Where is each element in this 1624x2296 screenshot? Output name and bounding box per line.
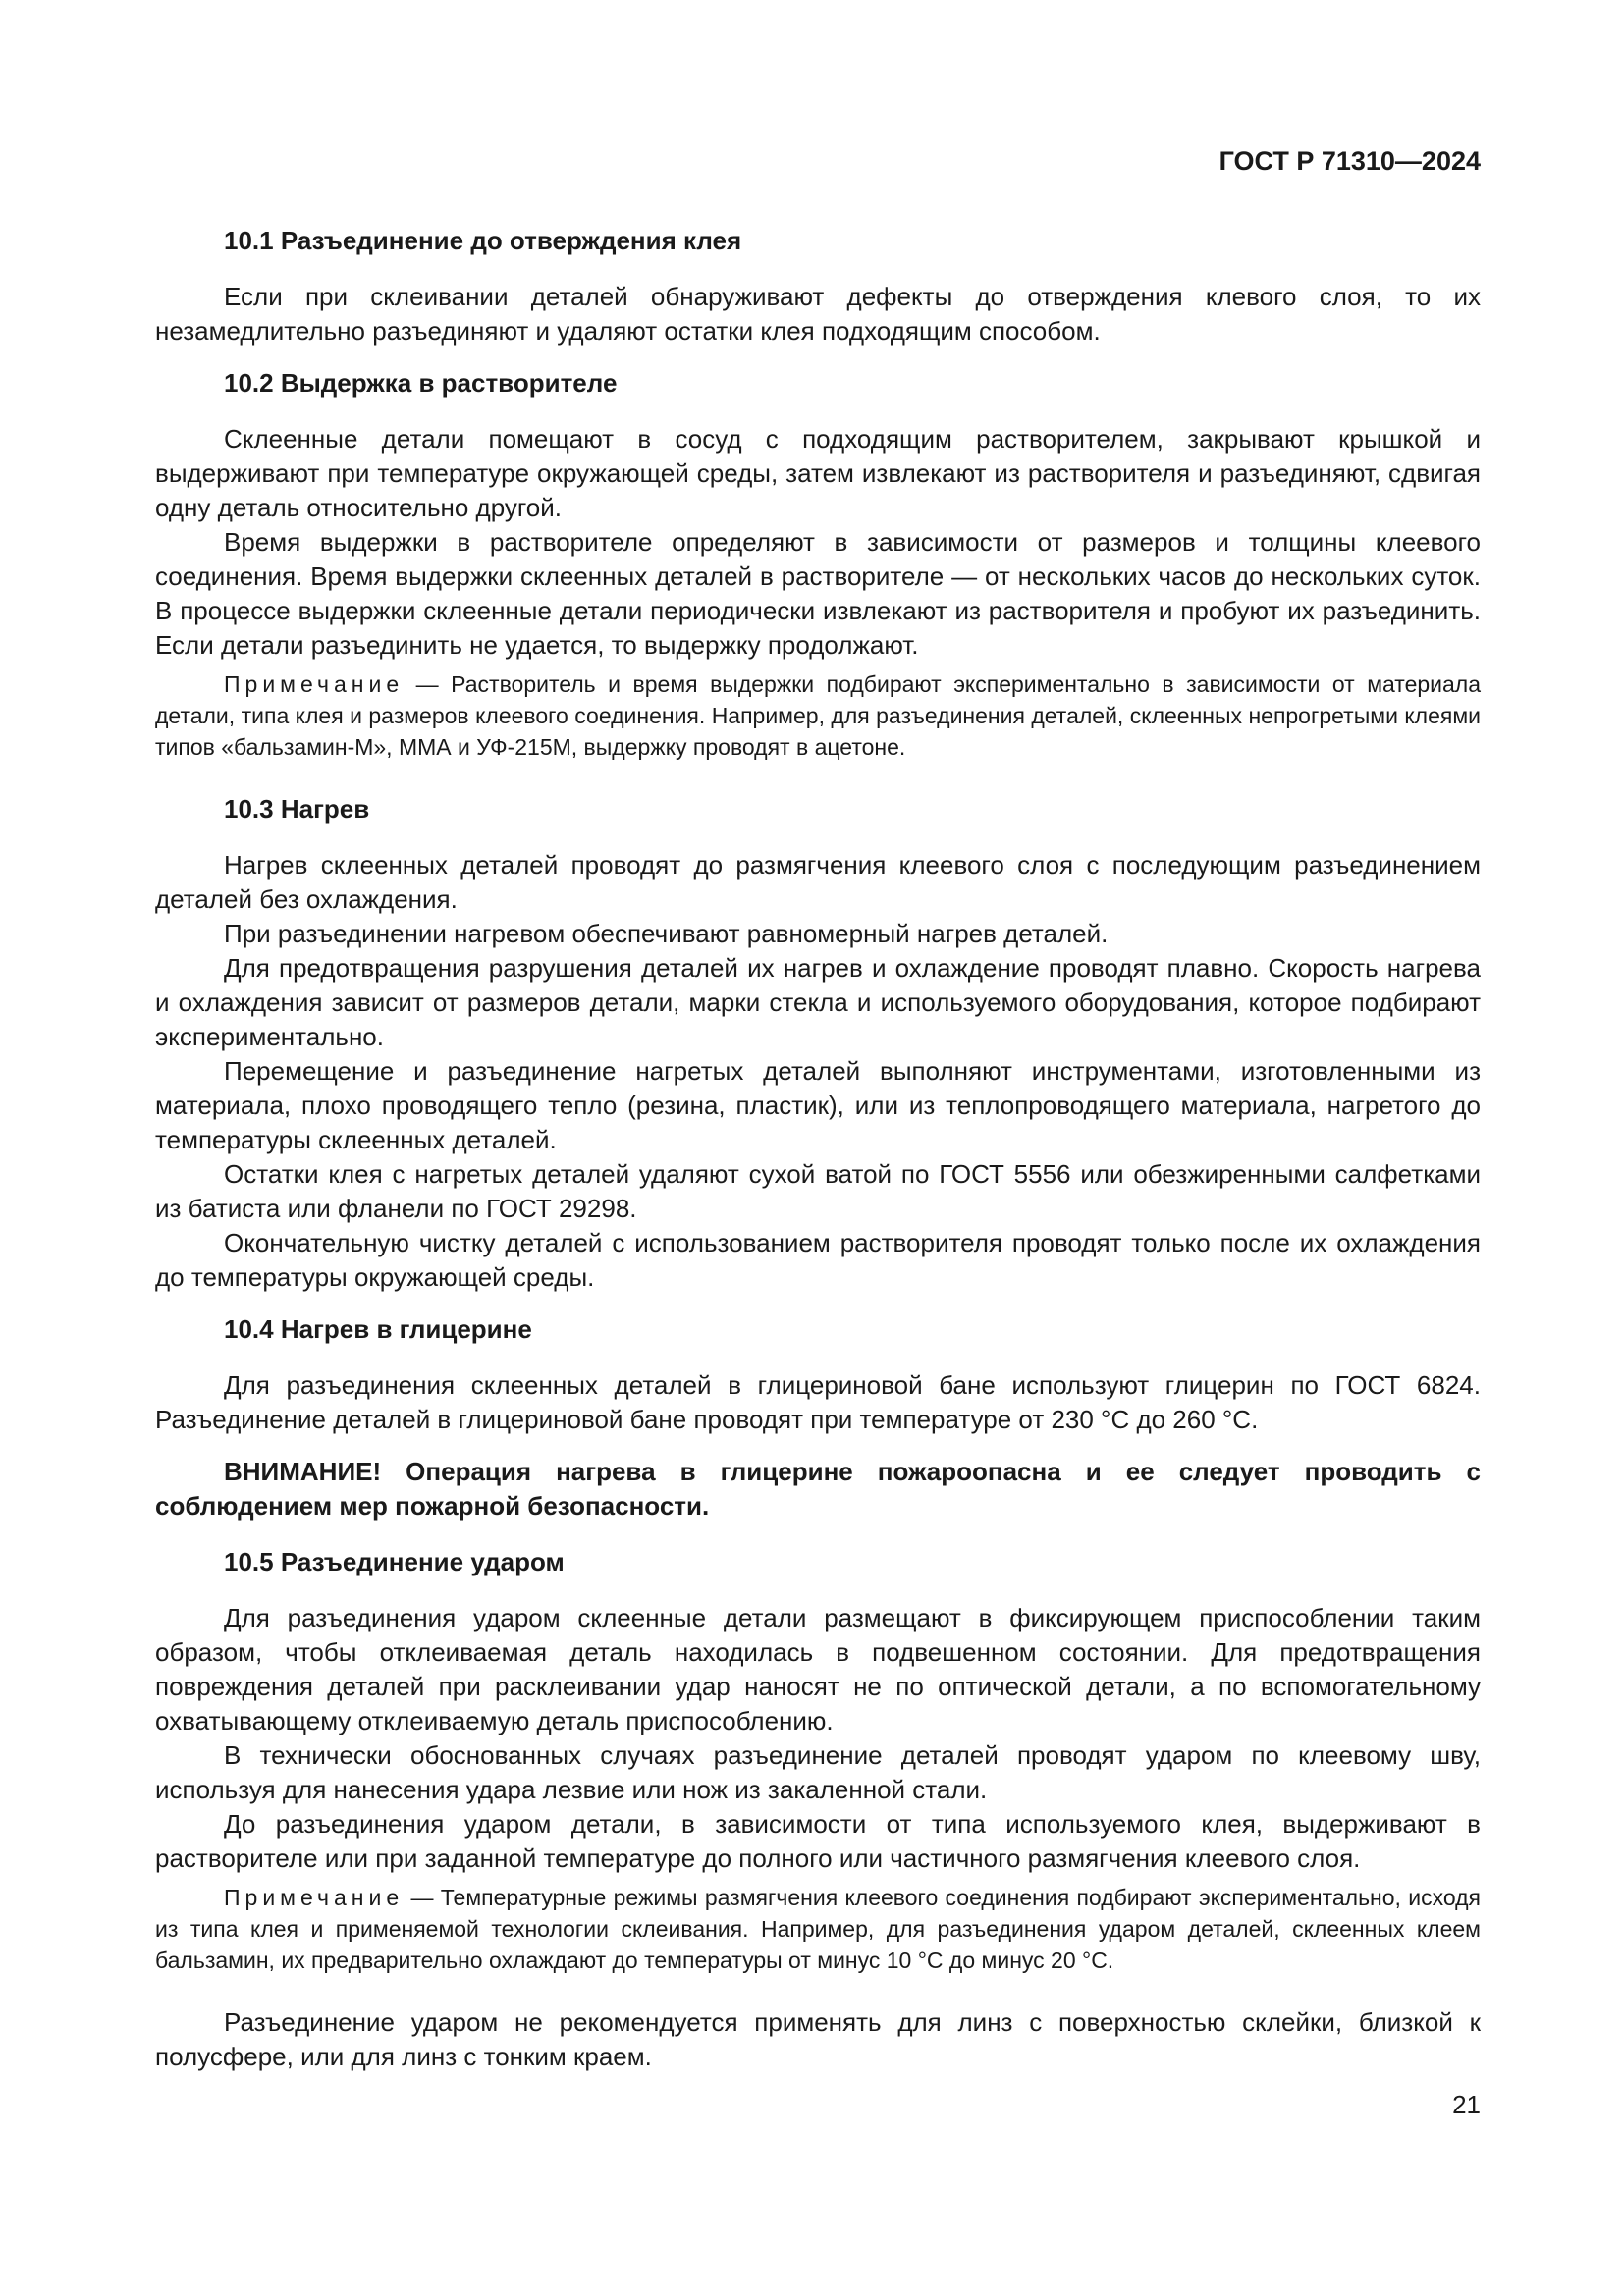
paragraph: Окончательную чистку деталей с использованием растворителя проводят только после их охлаждения до температуры окружающей среды. [155,1228,1481,1292]
note [155,668,1481,763]
section-title: 10.3 Нагрев [224,794,370,824]
paragraph: Для разъединения ударом склеенные детали размещают в фиксирующем приспособлении таким образом, чтобы отклеиваемая деталь находилась в подвешенном состоянии. Для предотвращения повреждения деталей при расклеивании удар наносят не по оптической детали, а по вспомогательному охватывающему отклеиваемую деталь приспособлению. [155,1603,1481,1735]
paragraph: Склеенные детали помещают в сосуд с подходящим растворителем, закрывают крышкой и выдерживают при температуре окружающей среды, затем извлекают из растворителя и разъединяют, сдвигая одну деталь относительно другой. [155,424,1481,522]
note-text: — Растворитель и время выдержки подбирают экспериментально в зависимости от материала детали, типа клея и размеров клеевого соединения. Например, для разъединения деталей, склеенных непрогретыми клеями типов «бальзамин-М», ММА и УФ-215М, выдержку проводят в ацетоне. [155,671,1482,760]
paragraph: Остатки клея с нагретых деталей удаляют сухой ватой по ГОСТ 5556 или обезжиренными салфетками из батиста или фланели по ГОСТ 29298. [155,1159,1481,1223]
section-10-3 [155,792,1481,1295]
fire-safety-warning: ВНИМАНИЕ! Операция нагрева в глицерине пожароопасна и ее следует проводить с соблюдением мер пожарной безопасности. [155,1457,1481,1521]
section-title: 10.1 Разъединение до отверждения клея [224,226,742,255]
section-title: 10.5 Разъединение ударом [224,1547,565,1576]
section-title: 10.2 Выдержка в растворителе [224,368,618,398]
note-label: Примечание [224,1885,405,1910]
note [155,1882,1481,1976]
note-text: — Температурные режимы размягчения клеевого соединения подбирают экспериментально, исходя из типа клея и применяемой технологии склеивания. Например, для разъединения ударом деталей, склеенных клеем бальзамин, их предварительно охлаждают до температуры от минус 10 °С до минус 20 °С. [155,1885,1481,1973]
paragraph: Нагрев склеенных деталей проводят до размягчения клеевого слоя с последующим разъединением деталей без охлаждения. [155,850,1481,914]
paragraph: До разъединения ударом детали, в зависимости от типа используемого клея, выдерживают в растворителе или при заданной температуре до полного или частичного размягчения клеевого слоя. [155,1809,1481,1873]
note-label: Примечание [224,671,405,697]
paragraph: В технически обоснованных случаях разъединение деталей проводят ударом по клеевому шву, используя для нанесения удара лезвие или нож из закаленной стали. [155,1740,1481,1804]
section-10-5 [155,1545,1481,2074]
paragraph: Для разъединения склеенных деталей в глицериновой бане используют глицерин по ГОСТ 6824. Разъединение деталей в глицериновой бане проводят при температуре от 230 °С до 260 °С. [155,1370,1481,1434]
paragraph: Если при склеивании деталей обнаруживают дефекты до отверждения клевого слоя, то их незамедлительно разъединяют и удаляют остатки клея подходящим способом. [155,282,1481,346]
page-content [155,224,1481,2074]
paragraph: При разъединении нагревом обеспечивают равномерный нагрев деталей. [224,919,1109,948]
document-code: ГОСТ Р 71310—2024 [1218,146,1481,176]
paragraph: Время выдержки в растворителе определяют в зависимости от размеров и толщины клеевого соединения. Время выдержки склеенных деталей в растворителе — от нескольких часов до нескольких суток. В процессе выдержки склеенные детали периодически извлекают из растворителя и пробуют их разъединить. Если детали разъединить не удается, то выдержку продолжают. [155,527,1481,660]
paragraph: Для предотвращения разрушения деталей их нагрев и охлаждение проводят плавно. Скорость нагрева и охлаждения зависит от размеров детали, марки стекла и используемого оборудования, которое подбирают экспериментально. [155,953,1481,1051]
section-10-4 [155,1312,1481,1523]
section-10-2 [155,366,1481,763]
page-number: 21 [1452,2090,1481,2119]
section-title: 10.4 Нагрев в глицерине [224,1314,532,1344]
paragraph: Разъединение ударом не рекомендуется применять для линз с поверхностью склейки, близкой к полусфере, или для линз с тонким краем. [155,2007,1481,2071]
paragraph: Перемещение и разъединение нагретых деталей выполняют инструментами, изготовленными из материала, плохо проводящего тепло (резина, пластик), или из теплопроводящего материала, нагретого до температуры склеенных деталей. [155,1056,1481,1154]
section-10-1 [155,224,1481,348]
